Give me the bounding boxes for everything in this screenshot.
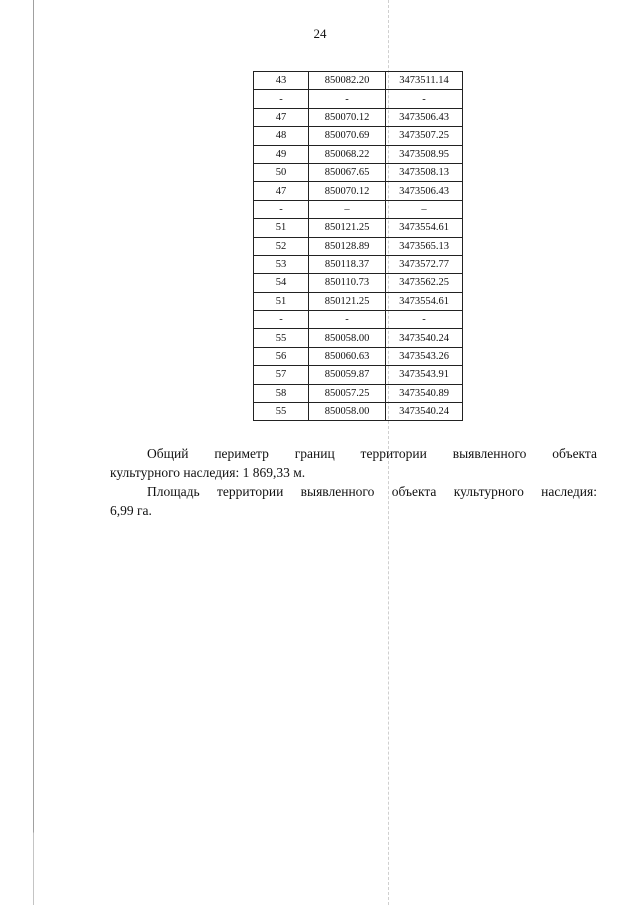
perimeter-text-line-1: Общий периметр границ территории выявленного объекта (147, 446, 597, 461)
y-coordinate-cell: 3473543.91 (386, 366, 463, 384)
table-row (254, 163, 463, 181)
area-paragraph (110, 482, 597, 520)
table-row (254, 90, 463, 108)
point-number-cell: 57 (254, 366, 309, 384)
point-number-cell: 55 (254, 403, 309, 421)
y-coordinate-cell: 3473540.24 (386, 329, 463, 347)
y-coordinate-cell: 3473543.26 (386, 347, 463, 365)
y-coordinate-cell: – (386, 200, 463, 218)
perimeter-paragraph (110, 444, 597, 482)
x-coordinate-cell: 850060.63 (309, 347, 386, 365)
table-row (254, 108, 463, 126)
y-coordinate-cell: 3473554.61 (386, 219, 463, 237)
point-number-cell: - (254, 200, 309, 218)
x-coordinate-cell: 850058.00 (309, 403, 386, 421)
table-row (254, 145, 463, 163)
x-coordinate-cell: 850070.12 (309, 108, 386, 126)
table-row (254, 329, 463, 347)
point-number-cell: 43 (254, 72, 309, 90)
table-row (254, 347, 463, 365)
y-coordinate-cell: 3473506.43 (386, 182, 463, 200)
table-row (254, 384, 463, 402)
table-row (254, 237, 463, 255)
x-coordinate-cell: 850121.25 (309, 292, 386, 310)
point-number-cell: 47 (254, 108, 309, 126)
point-number-cell: 53 (254, 255, 309, 273)
y-coordinate-cell: 3473506.43 (386, 108, 463, 126)
y-coordinate-cell: 3473554.61 (386, 292, 463, 310)
point-number-cell: - (254, 311, 309, 329)
table-row (254, 311, 463, 329)
table-row (254, 200, 463, 218)
table-row (254, 219, 463, 237)
x-coordinate-cell: – (309, 200, 386, 218)
y-coordinate-cell: 3473540.89 (386, 384, 463, 402)
x-coordinate-cell: - (309, 90, 386, 108)
x-coordinate-cell: 850059.87 (309, 366, 386, 384)
coordinates-table (253, 71, 463, 421)
y-coordinate-cell: 3473508.13 (386, 163, 463, 181)
x-coordinate-cell: 850057.25 (309, 384, 386, 402)
table-row (254, 182, 463, 200)
area-text-line-1: Площадь территории выявленного объекта культурного наследия: (147, 484, 597, 499)
table-row (254, 255, 463, 273)
point-number-cell: 58 (254, 384, 309, 402)
scan-edge-line (33, 0, 34, 905)
area-text-line-2: 6,99 га. (110, 503, 152, 518)
y-coordinate-cell: 3473540.24 (386, 403, 463, 421)
table-row (254, 292, 463, 310)
x-coordinate-cell: - (309, 311, 386, 329)
y-coordinate-cell: 3473565.13 (386, 237, 463, 255)
table-row (254, 127, 463, 145)
table-row (254, 366, 463, 384)
perimeter-text-line-2: культурного наследия: 1 869,33 м. (110, 465, 306, 480)
y-coordinate-cell: - (386, 311, 463, 329)
page-number: 24 (313, 26, 327, 41)
x-coordinate-cell: 850128.89 (309, 237, 386, 255)
y-coordinate-cell: 3473562.25 (386, 274, 463, 292)
point-number-cell: - (254, 90, 309, 108)
y-coordinate-cell: - (386, 90, 463, 108)
y-coordinate-cell: 3473508.95 (386, 145, 463, 163)
x-coordinate-cell: 850118.37 (309, 255, 386, 273)
y-coordinate-cell: 3473572.77 (386, 255, 463, 273)
point-number-cell: 50 (254, 163, 309, 181)
point-number-cell: 49 (254, 145, 309, 163)
x-coordinate-cell: 850110.73 (309, 274, 386, 292)
x-coordinate-cell: 850082.20 (309, 72, 386, 90)
point-number-cell: 47 (254, 182, 309, 200)
table-row (254, 403, 463, 421)
point-number-cell: 51 (254, 292, 309, 310)
x-coordinate-cell: 850121.25 (309, 219, 386, 237)
y-coordinate-cell: 3473507.25 (386, 127, 463, 145)
y-coordinate-cell: 3473511.14 (386, 72, 463, 90)
x-coordinate-cell: 850070.12 (309, 182, 386, 200)
table-row (254, 72, 463, 90)
point-number-cell: 48 (254, 127, 309, 145)
point-number-cell: 51 (254, 219, 309, 237)
point-number-cell: 55 (254, 329, 309, 347)
x-coordinate-cell: 850058.00 (309, 329, 386, 347)
point-number-cell: 54 (254, 274, 309, 292)
x-coordinate-cell: 850068.22 (309, 145, 386, 163)
point-number-cell: 56 (254, 347, 309, 365)
x-coordinate-cell: 850067.65 (309, 163, 386, 181)
x-coordinate-cell: 850070.69 (309, 127, 386, 145)
point-number-cell: 52 (254, 237, 309, 255)
table-row (254, 274, 463, 292)
